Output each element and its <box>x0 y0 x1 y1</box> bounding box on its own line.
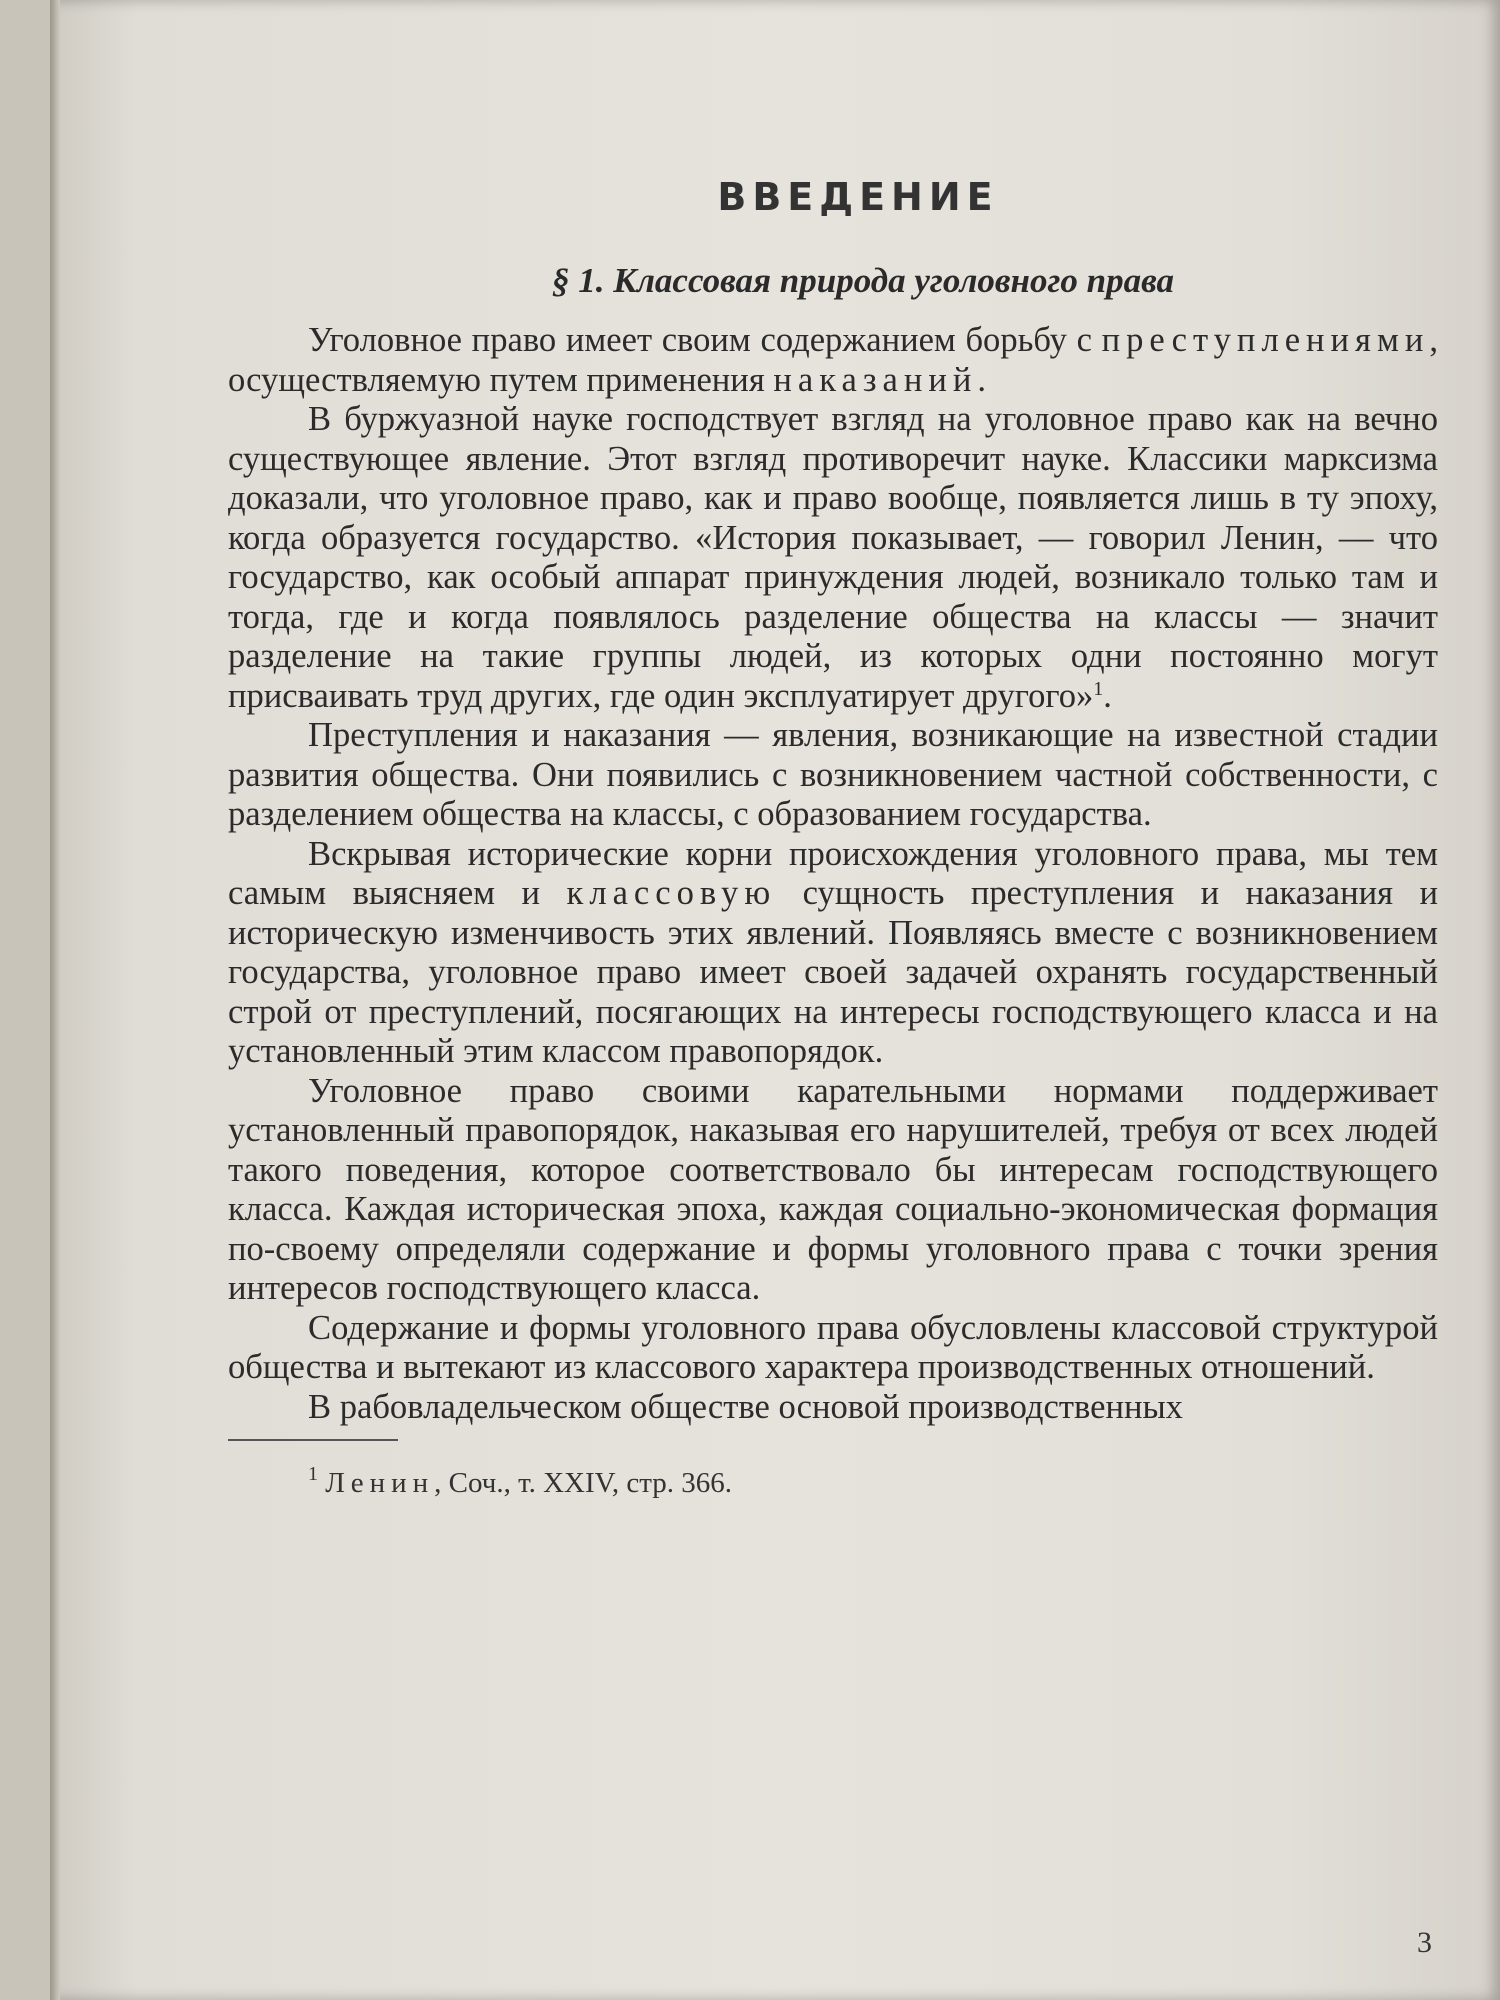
footnote-divider <box>228 1439 398 1441</box>
paragraph-4 <box>228 835 1438 1072</box>
footnote-reference[interactable]: 1 <box>1093 677 1104 700</box>
emphasis-nakazaniy: наказаний <box>773 360 978 399</box>
paragraph-2-text: В буржуазной науке господствует взгляд на уголовное право как на вечно существующее явление. Этот взгляд противоречит науке. Классики марксизма доказали, что уголовное право, как и право вообще, появляется лишь в ту эпоху, когда образуется государство. «История показывает, — говорил Ленин, — что государство, как особый аппарат принуждения людей, возникало только там и тогда, где и когда появлялось разделение общества на классы — значит разделение на такие группы людей, из которых одни постоянно могут присваивать труд других, где один эксплуатирует другого» <box>228 400 1438 715</box>
paragraph-1 <box>228 321 1438 400</box>
paragraph-1-part-c: , осуществляемую путем применения <box>228 321 1438 399</box>
section-title: § 1. Классовая природа уголовного права <box>551 261 1175 300</box>
page-content <box>228 175 1438 1500</box>
paragraph-4-part-c: сущность преступления и наказания и историческую изменчивость этих явлений. Появляясь вместе с возникновением государства, уголовное право имеет своей задачей охранять государственный строй от преступлений, посягающих на интересы господствующего класса и на установленный этим классом правопорядок. <box>228 874 1438 1070</box>
emphasis-prestupleniyami: преступлениями <box>1101 321 1430 359</box>
paragraph-2 <box>228 400 1438 716</box>
paragraph-4-part-a: Вскрывая исторические корни происхождения уголовного права, мы тем самым выясняем и <box>228 834 1438 912</box>
footnote-mark: 1 <box>308 1463 318 1485</box>
emphasis-klassovuyu: классовую <box>566 874 777 912</box>
paragraph-7: В рабовладельческом обществе основой производственных <box>308 1387 1183 1426</box>
page-number: 3 <box>1417 1926 1432 1959</box>
book-page <box>50 0 1500 2000</box>
paragraph-2-end: . <box>1103 676 1112 715</box>
paragraph-1-part-a: Уголовное право имеет своим содержанием борьбу с <box>308 321 1102 359</box>
paragraph-6: Содержание и формы уголовного права обусловлены классовой структурой общества и вытекают из классового характера производственных отношений. <box>228 1308 1438 1386</box>
footnote-text: , Соч., т. XXIV, стр. 366. <box>434 1467 732 1499</box>
paragraph-3: Преступления и наказания — явления, возникающие на известной стадии развития общества. Они появились с возникновением частной собственности, с разделением общества на классы, с образованием государства. <box>228 716 1438 833</box>
footnote-author: Ленин <box>325 1467 435 1499</box>
page-edge-shadow <box>50 0 60 2000</box>
paragraph-1-part-e: . <box>977 360 987 399</box>
chapter-title: ВВЕДЕНИЕ <box>717 175 999 219</box>
paragraph-5: Уголовное право своими карательными нормами поддерживает установленный правопорядок, наказывая его нарушителей, требуя от всех людей такого поведения, которое соответствовало бы интересам господствующего класса. Каждая историческая эпоха, каждая социально-экономическая формация по-своему определяли содержание и формы уголовного права с точки зрения интересов господствующего класса. <box>228 1071 1438 1307</box>
footnote <box>308 1463 1438 1500</box>
